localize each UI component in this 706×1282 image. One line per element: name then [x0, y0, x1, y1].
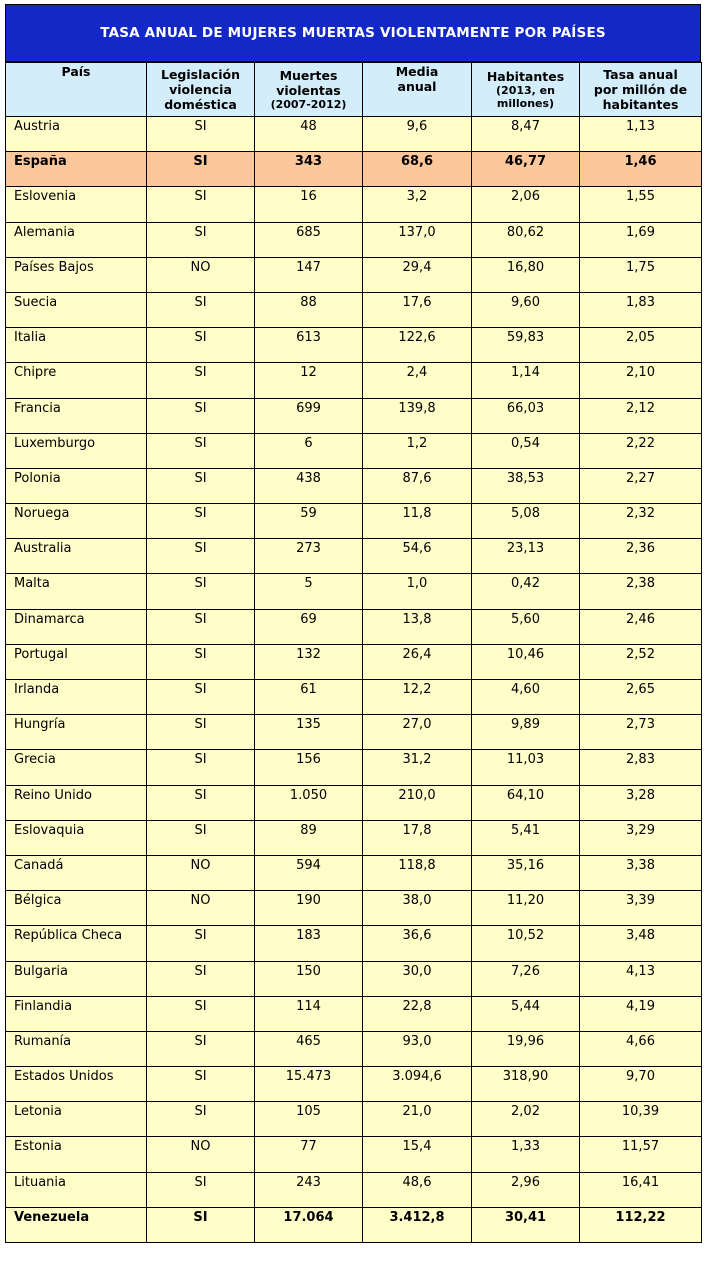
cell-legislacion: SI: [147, 609, 255, 644]
cell-pais: Estonia: [6, 1137, 147, 1172]
table-row: [6, 539, 702, 574]
cell-pais: Malta: [6, 574, 147, 609]
cell-habitantes: 38,53: [472, 468, 580, 503]
cell-pais: Lituania: [6, 1172, 147, 1207]
cell-tasa: 9,70: [580, 1067, 702, 1102]
cell-muertes: 465: [255, 1031, 363, 1066]
cell-legislacion: SI: [147, 328, 255, 363]
cell-legislacion: NO: [147, 891, 255, 926]
header-media: Media anual: [363, 63, 472, 117]
cell-habitantes: 5,60: [472, 609, 580, 644]
cell-media: 12,2: [363, 680, 472, 715]
cell-habitantes: 9,60: [472, 292, 580, 327]
table-row: [6, 926, 702, 961]
cell-muertes: 156: [255, 750, 363, 785]
cell-habitantes: 64,10: [472, 785, 580, 820]
table-row: [6, 820, 702, 855]
cell-legislacion: SI: [147, 398, 255, 433]
cell-pais: Eslovaquia: [6, 820, 147, 855]
cell-media: 87,6: [363, 468, 472, 503]
cell-tasa: 4,13: [580, 961, 702, 996]
cell-media: 54,6: [363, 539, 472, 574]
cell-legislacion: SI: [147, 750, 255, 785]
cell-media: 68,6: [363, 152, 472, 187]
cell-media: 9,6: [363, 117, 472, 152]
cell-media: 36,6: [363, 926, 472, 961]
table-row: [6, 1102, 702, 1137]
table-row: [6, 1137, 702, 1172]
cell-tasa: 3,38: [580, 855, 702, 890]
cell-pais: Eslovenia: [6, 187, 147, 222]
cell-tasa: 3,28: [580, 785, 702, 820]
cell-tasa: 2,52: [580, 644, 702, 679]
cell-pais: España: [6, 152, 147, 187]
header-tasa: Tasa anual por millón de habitantes: [580, 63, 702, 117]
table-row: [6, 609, 702, 644]
cell-muertes: 88: [255, 292, 363, 327]
table-row: [6, 187, 702, 222]
cell-legislacion: SI: [147, 433, 255, 468]
cell-pais: Finlandia: [6, 996, 147, 1031]
cell-habitantes: 5,08: [472, 504, 580, 539]
cell-pais: Bulgaria: [6, 961, 147, 996]
cell-media: 2,4: [363, 363, 472, 398]
cell-legislacion: SI: [147, 222, 255, 257]
cell-muertes: 16: [255, 187, 363, 222]
cell-tasa: 2,38: [580, 574, 702, 609]
cell-habitantes: 318,90: [472, 1067, 580, 1102]
cell-media: 1,2: [363, 433, 472, 468]
cell-media: 118,8: [363, 855, 472, 890]
cell-habitantes: 2,02: [472, 1102, 580, 1137]
cell-media: 15,4: [363, 1137, 472, 1172]
cell-legislacion: SI: [147, 539, 255, 574]
cell-pais: Australia: [6, 539, 147, 574]
cell-legislacion: SI: [147, 1067, 255, 1102]
cell-legislacion: SI: [147, 468, 255, 503]
cell-habitantes: 80,62: [472, 222, 580, 257]
cell-tasa: 2,22: [580, 433, 702, 468]
cell-pais: Reino Unido: [6, 785, 147, 820]
cell-pais: Grecia: [6, 750, 147, 785]
cell-legislacion: SI: [147, 996, 255, 1031]
cell-pais: Estados Unidos: [6, 1067, 147, 1102]
cell-legislacion: SI: [147, 961, 255, 996]
cell-legislacion: SI: [147, 363, 255, 398]
header-habitantes: Habitantes (2013, en millones): [472, 63, 580, 117]
cell-pais: Francia: [6, 398, 147, 433]
table-row: [6, 257, 702, 292]
table-row: [6, 961, 702, 996]
cell-tasa: 1,83: [580, 292, 702, 327]
cell-muertes: 594: [255, 855, 363, 890]
cell-habitantes: 4,60: [472, 680, 580, 715]
table-row: [6, 891, 702, 926]
table-row: [6, 433, 702, 468]
table-row: [6, 328, 702, 363]
cell-habitantes: 2,06: [472, 187, 580, 222]
table-row: [6, 468, 702, 503]
table-body: [6, 117, 702, 1243]
cell-tasa: 2,05: [580, 328, 702, 363]
cell-pais: Letonia: [6, 1102, 147, 1137]
table-row: [6, 152, 702, 187]
cell-habitantes: 10,46: [472, 644, 580, 679]
table-container: [5, 4, 701, 1243]
table-row: [6, 222, 702, 257]
cell-media: 27,0: [363, 715, 472, 750]
table-row: [6, 785, 702, 820]
cell-legislacion: SI: [147, 152, 255, 187]
table-row: [6, 680, 702, 715]
table-row: [6, 644, 702, 679]
cell-habitantes: 2,96: [472, 1172, 580, 1207]
cell-media: 17,8: [363, 820, 472, 855]
header-pais: País: [6, 63, 147, 117]
cell-legislacion: SI: [147, 504, 255, 539]
cell-media: 38,0: [363, 891, 472, 926]
cell-habitantes: 9,89: [472, 715, 580, 750]
cell-media: 48,6: [363, 1172, 472, 1207]
cell-media: 139,8: [363, 398, 472, 433]
cell-tasa: 3,29: [580, 820, 702, 855]
cell-media: 3.412,8: [363, 1207, 472, 1242]
cell-pais: Rumanía: [6, 1031, 147, 1066]
table-row: [6, 363, 702, 398]
cell-habitantes: 30,41: [472, 1207, 580, 1242]
cell-habitantes: 5,44: [472, 996, 580, 1031]
cell-muertes: 190: [255, 891, 363, 926]
cell-media: 30,0: [363, 961, 472, 996]
cell-tasa: 10,39: [580, 1102, 702, 1137]
cell-tasa: 1,46: [580, 152, 702, 187]
cell-muertes: 114: [255, 996, 363, 1031]
table-row: [6, 855, 702, 890]
cell-tasa: 2,32: [580, 504, 702, 539]
cell-media: 137,0: [363, 222, 472, 257]
cell-habitantes: 1,14: [472, 363, 580, 398]
cell-tasa: 2,65: [580, 680, 702, 715]
cell-muertes: 150: [255, 961, 363, 996]
cell-habitantes: 1,33: [472, 1137, 580, 1172]
cell-pais: Países Bajos: [6, 257, 147, 292]
cell-legislacion: SI: [147, 785, 255, 820]
cell-tasa: 1,75: [580, 257, 702, 292]
cell-habitantes: 0,42: [472, 574, 580, 609]
cell-legislacion: SI: [147, 292, 255, 327]
cell-pais: Luxemburgo: [6, 433, 147, 468]
cell-muertes: 59: [255, 504, 363, 539]
cell-pais: Dinamarca: [6, 609, 147, 644]
cell-tasa: 1,69: [580, 222, 702, 257]
cell-pais: Canadá: [6, 855, 147, 890]
table-row: [6, 750, 702, 785]
cell-habitantes: 16,80: [472, 257, 580, 292]
cell-muertes: 613: [255, 328, 363, 363]
cell-muertes: 6: [255, 433, 363, 468]
cell-legislacion: NO: [147, 855, 255, 890]
table-row: [6, 574, 702, 609]
table-row: [6, 504, 702, 539]
cell-media: 210,0: [363, 785, 472, 820]
table-row: [6, 292, 702, 327]
table-row: [6, 715, 702, 750]
cell-media: 17,6: [363, 292, 472, 327]
cell-muertes: 273: [255, 539, 363, 574]
cell-media: 122,6: [363, 328, 472, 363]
table-row: [6, 1207, 702, 1242]
cell-legislacion: SI: [147, 926, 255, 961]
cell-tasa: 3,48: [580, 926, 702, 961]
cell-habitantes: 11,20: [472, 891, 580, 926]
cell-muertes: 77: [255, 1137, 363, 1172]
cell-media: 1,0: [363, 574, 472, 609]
cell-habitantes: 10,52: [472, 926, 580, 961]
cell-tasa: 2,46: [580, 609, 702, 644]
cell-legislacion: NO: [147, 257, 255, 292]
cell-habitantes: 19,96: [472, 1031, 580, 1066]
cell-habitantes: 35,16: [472, 855, 580, 890]
header-muertes: Muertes violentas (2007-2012): [255, 63, 363, 117]
cell-pais: Irlanda: [6, 680, 147, 715]
cell-pais: República Checa: [6, 926, 147, 961]
cell-legislacion: SI: [147, 574, 255, 609]
cell-habitantes: 7,26: [472, 961, 580, 996]
cell-media: 11,8: [363, 504, 472, 539]
table-title: TASA ANUAL DE MUJERES MUERTAS VIOLENTAMENTE POR PAÍSES: [5, 4, 701, 62]
cell-muertes: 105: [255, 1102, 363, 1137]
cell-pais: Suecia: [6, 292, 147, 327]
cell-muertes: 5: [255, 574, 363, 609]
cell-media: 3.094,6: [363, 1067, 472, 1102]
cell-muertes: 69: [255, 609, 363, 644]
cell-muertes: 15.473: [255, 1067, 363, 1102]
cell-habitantes: 11,03: [472, 750, 580, 785]
cell-pais: Bélgica: [6, 891, 147, 926]
cell-muertes: 699: [255, 398, 363, 433]
cell-legislacion: SI: [147, 680, 255, 715]
cell-tasa: 4,66: [580, 1031, 702, 1066]
cell-muertes: 12: [255, 363, 363, 398]
cell-legislacion: SI: [147, 644, 255, 679]
cell-tasa: 2,73: [580, 715, 702, 750]
cell-media: 21,0: [363, 1102, 472, 1137]
table-row: [6, 996, 702, 1031]
cell-pais: Italia: [6, 328, 147, 363]
cell-legislacion: SI: [147, 715, 255, 750]
table-row: [6, 117, 702, 152]
cell-habitantes: 46,77: [472, 152, 580, 187]
table-row: [6, 1031, 702, 1066]
cell-media: 93,0: [363, 1031, 472, 1066]
cell-muertes: 183: [255, 926, 363, 961]
cell-pais: Noruega: [6, 504, 147, 539]
cell-tasa: 2,83: [580, 750, 702, 785]
cell-pais: Alemania: [6, 222, 147, 257]
cell-pais: Venezuela: [6, 1207, 147, 1242]
cell-tasa: 2,10: [580, 363, 702, 398]
cell-muertes: 48: [255, 117, 363, 152]
table-row: [6, 398, 702, 433]
cell-muertes: 243: [255, 1172, 363, 1207]
cell-tasa: 1,55: [580, 187, 702, 222]
cell-habitantes: 59,83: [472, 328, 580, 363]
cell-muertes: 132: [255, 644, 363, 679]
cell-tasa: 2,36: [580, 539, 702, 574]
cell-muertes: 61: [255, 680, 363, 715]
cell-pais: Polonia: [6, 468, 147, 503]
cell-muertes: 135: [255, 715, 363, 750]
data-table: [5, 62, 702, 1243]
cell-tasa: 1,13: [580, 117, 702, 152]
cell-media: 29,4: [363, 257, 472, 292]
cell-legislacion: SI: [147, 1207, 255, 1242]
cell-pais: Chipre: [6, 363, 147, 398]
cell-tasa: 11,57: [580, 1137, 702, 1172]
cell-tasa: 3,39: [580, 891, 702, 926]
cell-pais: Austria: [6, 117, 147, 152]
cell-legislacion: SI: [147, 1102, 255, 1137]
cell-media: 3,2: [363, 187, 472, 222]
cell-tasa: 16,41: [580, 1172, 702, 1207]
cell-media: 13,8: [363, 609, 472, 644]
cell-habitantes: 0,54: [472, 433, 580, 468]
cell-muertes: 438: [255, 468, 363, 503]
table-row: [6, 1172, 702, 1207]
cell-habitantes: 23,13: [472, 539, 580, 574]
table-row: [6, 1067, 702, 1102]
cell-muertes: 685: [255, 222, 363, 257]
cell-legislacion: SI: [147, 117, 255, 152]
cell-habitantes: 8,47: [472, 117, 580, 152]
cell-legislacion: SI: [147, 1031, 255, 1066]
cell-muertes: 343: [255, 152, 363, 187]
cell-legislacion: NO: [147, 1137, 255, 1172]
cell-muertes: 1.050: [255, 785, 363, 820]
cell-tasa: 2,27: [580, 468, 702, 503]
header-legislacion: Legislación violencia doméstica: [147, 63, 255, 117]
cell-tasa: 2,12: [580, 398, 702, 433]
cell-media: 22,8: [363, 996, 472, 1031]
cell-tasa: 112,22: [580, 1207, 702, 1242]
cell-media: 31,2: [363, 750, 472, 785]
cell-pais: Hungría: [6, 715, 147, 750]
cell-muertes: 89: [255, 820, 363, 855]
cell-pais: Portugal: [6, 644, 147, 679]
header-row: [6, 63, 702, 117]
cell-legislacion: SI: [147, 187, 255, 222]
cell-muertes: 17.064: [255, 1207, 363, 1242]
cell-legislacion: SI: [147, 820, 255, 855]
cell-legislacion: SI: [147, 1172, 255, 1207]
cell-tasa: 4,19: [580, 996, 702, 1031]
cell-habitantes: 66,03: [472, 398, 580, 433]
cell-habitantes: 5,41: [472, 820, 580, 855]
cell-media: 26,4: [363, 644, 472, 679]
cell-muertes: 147: [255, 257, 363, 292]
